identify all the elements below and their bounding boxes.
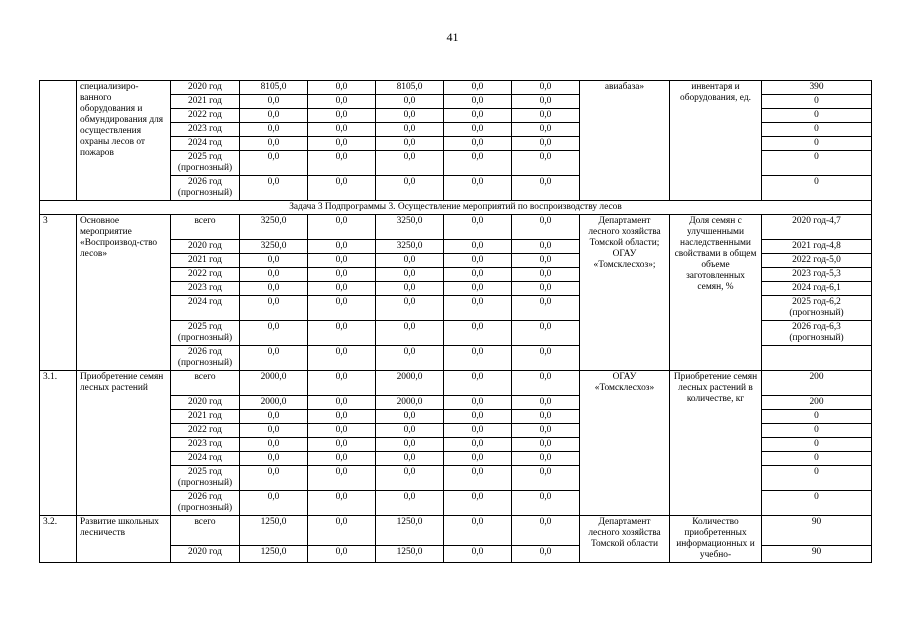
amount-cell: 0,0 [308,396,376,410]
measure-name: Основное мероприятие «Воспроизвод-ство лесов» [77,215,171,371]
amount-cell: 0,0 [308,452,376,466]
year-cell: 2025 год (прогнозный) [171,321,240,346]
amount-cell: 1250,0 [240,546,308,563]
amount-cell: 0,0 [376,452,444,466]
section-number: 3.2. [40,516,77,563]
amount-cell: 0,0 [444,396,512,410]
amount-cell: 0,0 [444,491,512,516]
target-cell: 0 [762,176,872,201]
amount-cell: 0,0 [240,424,308,438]
table-row [40,371,872,396]
year-cell: 2021 год [171,95,240,109]
amount-cell: 3250,0 [376,215,444,240]
task-heading: Задача 3 Подпрограммы 3. Осуществление мероприятий по воспроизводству лесов [40,201,872,215]
amount-cell: 0,0 [444,346,512,371]
amount-cell: 0,0 [308,123,376,137]
measure-name: Приобретение семян лесных растений [77,371,171,516]
amount-cell: 0,0 [512,321,580,346]
year-cell: 2020 год [171,396,240,410]
amount-cell: 3250,0 [240,215,308,240]
executor-cell: авиабаза» [580,81,670,201]
amount-cell: 8105,0 [240,81,308,95]
table-row [40,81,872,95]
executor-cell: ОГАУ «Томсклесхоз» [580,371,670,516]
amount-cell: 0,0 [240,410,308,424]
target-cell: 0 [762,491,872,516]
target-cell: 0 [762,438,872,452]
amount-cell: 0,0 [376,176,444,201]
amount-cell: 0,0 [444,546,512,563]
year-cell: 2023 год [171,123,240,137]
amount-cell: 0,0 [512,151,580,176]
amount-cell: 0,0 [512,346,580,371]
amount-cell: 0,0 [444,424,512,438]
amount-cell: 0,0 [512,81,580,95]
amount-cell: 0,0 [308,137,376,151]
year-cell: всего [171,215,240,240]
amount-cell: 0,0 [376,410,444,424]
amount-cell: 0,0 [240,109,308,123]
task-row [40,201,872,215]
amount-cell: 0,0 [240,95,308,109]
amount-cell: 3250,0 [376,240,444,254]
amount-cell: 0,0 [444,371,512,396]
amount-cell: 0,0 [444,151,512,176]
year-cell: 2022 год [171,268,240,282]
amount-cell: 0,0 [444,123,512,137]
target-cell: 2023 год-5,3 [762,268,872,282]
amount-cell: 2000,0 [240,396,308,410]
amount-cell: 0,0 [376,491,444,516]
amount-cell: 0,0 [376,424,444,438]
amount-cell: 0,0 [240,282,308,296]
amount-cell: 0,0 [240,176,308,201]
year-cell: всего [171,516,240,546]
amount-cell: 0,0 [512,296,580,321]
amount-cell: 2000,0 [240,371,308,396]
amount-cell: 0,0 [376,346,444,371]
measure-name: специализиро-ванного оборудования и обмундирования для осуществления охраны лесов от пожаров [77,81,171,201]
target-cell: 2024 год-6,1 [762,282,872,296]
executor-cell: Департамент лесного хозяйства Томской области; ОГАУ «Томсклесхоз»; [580,215,670,371]
amount-cell: 3250,0 [240,240,308,254]
year-cell: 2020 год [171,240,240,254]
amount-cell: 0,0 [376,151,444,176]
indicator-cell: Приобретение семян лесных растений в количестве, кг [670,371,762,516]
year-cell: 2024 год [171,452,240,466]
amount-cell: 0,0 [444,452,512,466]
amount-cell: 0,0 [512,546,580,563]
year-cell: 2026 год (прогнозный) [171,491,240,516]
amount-cell: 0,0 [512,466,580,491]
amount-cell: 0,0 [308,95,376,109]
year-cell: 2022 год [171,424,240,438]
amount-cell: 0,0 [512,268,580,282]
amount-cell: 0,0 [512,95,580,109]
year-cell: 2026 год (прогнозный) [171,176,240,201]
target-cell: 90 [762,546,872,563]
year-cell: 2024 год [171,137,240,151]
target-cell: 2022 год-5,0 [762,254,872,268]
amount-cell: 0,0 [308,268,376,282]
target-cell: 0 [762,410,872,424]
amount-cell: 0,0 [308,176,376,201]
amount-cell: 0,0 [376,438,444,452]
amount-cell: 0,0 [240,137,308,151]
target-cell: 0 [762,123,872,137]
target-cell: 0 [762,109,872,123]
executor-cell: Департамент лесного хозяйства Томской области [580,516,670,563]
amount-cell: 0,0 [512,438,580,452]
target-cell: 0 [762,424,872,438]
target-cell: 0 [762,151,872,176]
measure-name: Развитие школьных лесничеств [77,516,171,563]
section-number: 3.1. [40,371,77,516]
amount-cell: 0,0 [240,296,308,321]
year-cell: 2022 год [171,109,240,123]
amount-cell: 1250,0 [376,516,444,546]
amount-cell: 0,0 [444,268,512,282]
year-cell: 2021 год [171,254,240,268]
target-cell: 2021 год-4,8 [762,240,872,254]
amount-cell: 0,0 [308,151,376,176]
amount-cell: 0,0 [512,371,580,396]
amount-cell: 0,0 [240,123,308,137]
amount-cell: 0,0 [512,109,580,123]
year-cell: 2025 год (прогнозный) [171,466,240,491]
amount-cell: 0,0 [512,240,580,254]
amount-cell: 0,0 [376,296,444,321]
amount-cell: 0,0 [308,296,376,321]
year-cell: 2023 год [171,438,240,452]
amount-cell: 0,0 [308,282,376,296]
amount-cell: 0,0 [444,321,512,346]
amount-cell: 0,0 [512,215,580,240]
table-row [40,516,872,546]
program-table [39,80,872,563]
amount-cell: 0,0 [512,176,580,201]
target-cell: 390 [762,81,872,95]
amount-cell: 0,0 [308,215,376,240]
amount-cell: 0,0 [444,81,512,95]
target-cell: 0 [762,137,872,151]
year-cell: 2021 год [171,410,240,424]
amount-cell: 0,0 [444,240,512,254]
amount-cell: 0,0 [444,516,512,546]
amount-cell: 0,0 [376,466,444,491]
amount-cell: 0,0 [512,282,580,296]
amount-cell: 0,0 [308,346,376,371]
amount-cell: 0,0 [444,215,512,240]
amount-cell: 0,0 [308,424,376,438]
amount-cell: 0,0 [444,176,512,201]
amount-cell: 0,0 [240,491,308,516]
table-body [40,81,872,563]
amount-cell: 0,0 [308,109,376,123]
amount-cell: 0,0 [376,137,444,151]
amount-cell: 0,0 [376,123,444,137]
amount-cell: 0,0 [444,296,512,321]
amount-cell: 8105,0 [376,81,444,95]
amount-cell: 0,0 [376,282,444,296]
amount-cell: 0,0 [444,254,512,268]
year-cell: 2024 год [171,296,240,321]
amount-cell: 0,0 [240,254,308,268]
amount-cell: 0,0 [512,491,580,516]
target-cell: 0 [762,95,872,109]
amount-cell: 0,0 [444,466,512,491]
amount-cell: 0,0 [512,452,580,466]
page-number: 41 [446,30,459,44]
amount-cell: 0,0 [512,123,580,137]
target-cell: 200 [762,396,872,410]
amount-cell: 1250,0 [240,516,308,546]
year-cell: 2020 год [171,81,240,95]
target-cell [762,346,872,371]
indicator-cell: Количество приобретенных информационных и учебно- [670,516,762,563]
amount-cell: 0,0 [512,516,580,546]
amount-cell: 0,0 [308,254,376,268]
amount-cell: 0,0 [512,137,580,151]
amount-cell: 0,0 [444,410,512,424]
amount-cell: 0,0 [308,466,376,491]
amount-cell: 0,0 [376,254,444,268]
amount-cell: 0,0 [444,109,512,123]
amount-cell: 0,0 [376,109,444,123]
amount-cell: 0,0 [308,81,376,95]
amount-cell: 0,0 [308,491,376,516]
section-number [40,81,77,201]
year-cell: 2026 год (прогнозный) [171,346,240,371]
target-cell: 0 [762,452,872,466]
amount-cell: 0,0 [308,371,376,396]
amount-cell: 2000,0 [376,396,444,410]
indicator-cell: инвентаря и оборудования, ед. [670,81,762,201]
amount-cell: 0,0 [308,410,376,424]
amount-cell: 0,0 [308,516,376,546]
target-cell: 2026 год-6,3 (прогнозный) [762,321,872,346]
target-cell: 200 [762,371,872,396]
amount-cell: 0,0 [512,424,580,438]
year-cell: 2023 год [171,282,240,296]
amount-cell: 0,0 [240,438,308,452]
amount-cell: 0,0 [444,137,512,151]
amount-cell: 0,0 [308,321,376,346]
section-number: 3 [40,215,77,371]
amount-cell: 0,0 [512,410,580,424]
amount-cell: 0,0 [240,151,308,176]
amount-cell: 0,0 [240,346,308,371]
year-cell: всего [171,371,240,396]
amount-cell: 0,0 [376,95,444,109]
target-cell: 2020 год-4,7 [762,215,872,240]
amount-cell: 0,0 [240,268,308,282]
amount-cell: 0,0 [240,466,308,491]
amount-cell: 0,0 [512,254,580,268]
table-row [40,215,872,240]
amount-cell: 0,0 [376,321,444,346]
amount-cell: 0,0 [308,240,376,254]
indicator-cell: Доля семян с улучшенными наследственными свойствами в общем объеме заготовленных семян, % [670,215,762,371]
year-cell: 2025 год (прогнозный) [171,151,240,176]
amount-cell: 0,0 [444,282,512,296]
target-cell: 90 [762,516,872,546]
amount-cell: 2000,0 [376,371,444,396]
amount-cell: 0,0 [444,438,512,452]
amount-cell: 0,0 [512,396,580,410]
target-cell: 2025 год-6,2 (прогнозный) [762,296,872,321]
amount-cell: 0,0 [308,438,376,452]
amount-cell: 0,0 [240,452,308,466]
amount-cell: 1250,0 [376,546,444,563]
target-cell: 0 [762,466,872,491]
amount-cell: 0,0 [444,95,512,109]
amount-cell: 0,0 [376,268,444,282]
amount-cell: 0,0 [240,321,308,346]
year-cell: 2020 год [171,546,240,563]
amount-cell: 0,0 [308,546,376,563]
